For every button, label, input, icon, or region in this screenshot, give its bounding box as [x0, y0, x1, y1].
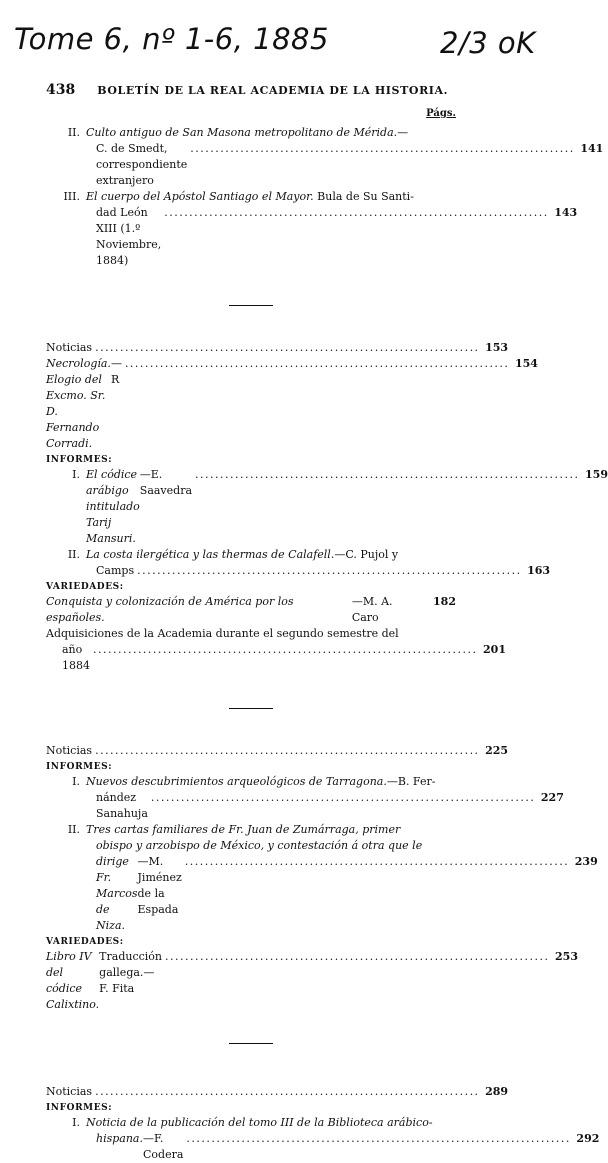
dot-leader: [164, 205, 546, 221]
handwritten-note-left: Tome 6, nº 1-6, 1885: [14, 22, 329, 56]
entry-text: —E. Saavedra: [139, 468, 193, 497]
entry-text: —B. Fer-: [386, 775, 436, 788]
toc-entry: [46, 189, 578, 269]
entry-author: Camps: [96, 564, 135, 577]
toc-entry: [46, 125, 604, 189]
informes-label: INFORMES:: [46, 455, 113, 465]
entry-title: hispana.: [96, 1132, 143, 1145]
entry-author: —M. Jiménez de la Espada: [137, 855, 182, 916]
toc-block-1: [46, 125, 604, 269]
toc-entry: [46, 467, 608, 547]
entry-title: El códice arábigo intitulado Tarij Mansuri.: [86, 468, 140, 545]
dot-leader: [95, 743, 477, 759]
dot-leader: [125, 356, 507, 372]
entry-page: 253: [555, 950, 578, 963]
entry-page: 182: [433, 595, 456, 608]
toc-entry: [46, 626, 506, 674]
entry-text: Adquisiciones de la Academia durante el segundo semestre del: [46, 627, 399, 640]
entry-title: Tres cartas familiares de Fr. Juan de Zumárraga, primer: [86, 823, 401, 836]
toc-block-3: [46, 743, 598, 1013]
entry-number: II.: [67, 823, 80, 836]
entry-page: 201: [483, 643, 506, 656]
dot-leader: [165, 949, 547, 965]
entry-page: 292: [576, 1132, 600, 1145]
entry-page: 239: [574, 855, 598, 868]
entry-text: Bula de Su Santi-: [313, 190, 414, 203]
entry-number: II.: [67, 126, 80, 139]
entry-number: I.: [72, 775, 80, 788]
entry-page: 163: [527, 564, 551, 577]
toc-block-4: [46, 1084, 600, 1163]
running-title: BOLETÍN DE LA REAL ACADEMIA DE LA HISTORIA.: [97, 84, 449, 97]
entry-page: 153: [485, 341, 509, 354]
dot-leader: [185, 854, 567, 870]
entry-text: año 1884: [62, 643, 90, 672]
page-number: 438: [46, 82, 76, 98]
dot-leader: [190, 141, 572, 157]
dot-leader: [186, 1131, 568, 1147]
dot-leader: [151, 790, 533, 806]
entry-title: El cuerpo del Apóstol Santiago el Mayor.: [86, 190, 314, 203]
dot-leader: [95, 340, 477, 356]
entry-title: La costa ilergética y las thermas de Calafell.: [86, 548, 335, 561]
toc-block-2: [46, 340, 608, 674]
dot-leader: [93, 642, 475, 658]
variedades-label: VARIEDADES:: [46, 582, 124, 592]
toc-entry: [46, 547, 551, 579]
entry-title: Nuevos descubrimientos arqueológicos de Tarragona.: [86, 775, 387, 788]
entry-title: Noticia de la publicación del tomo III de la Biblioteca arábico-: [86, 1116, 433, 1129]
dot-leader: [95, 1084, 477, 1100]
entry-page: 159: [585, 468, 608, 481]
variedades-label: VARIEDADES:: [46, 937, 124, 947]
entry-number: III.: [63, 190, 80, 203]
entry-text: —R: [110, 357, 122, 386]
entry-text: Noticias: [46, 341, 93, 354]
entry-title: Conquista y colonización de América por los españoles.: [46, 595, 294, 624]
dot-leader: [195, 467, 577, 483]
entry-title: Culto antiguo de San Masona metropolitano de Mérida.: [86, 126, 398, 139]
entry-page: 225: [485, 744, 509, 757]
entry-page: 141: [580, 142, 604, 155]
dot-leader: [137, 563, 519, 579]
entry-title: Libro IV del códice Calixtino.: [46, 950, 100, 1011]
entry-text: Traducción gallega.—F. Fita: [99, 950, 162, 995]
entry-text: Noticias: [46, 1085, 93, 1098]
entry-page: 227: [540, 791, 564, 804]
entry-page: 154: [514, 357, 538, 370]
entry-text: —C. Pujol y: [334, 548, 399, 561]
running-header: [46, 82, 456, 98]
entry-text: —: [397, 126, 409, 139]
entry-text: Noticias: [46, 744, 93, 757]
handwritten-note-right: 2/3 oK: [440, 26, 536, 60]
entry-number: II.: [67, 548, 80, 561]
informes-label: INFORMES:: [46, 1103, 113, 1113]
entry-author: C. de Smedt, correspondiente extranjero: [96, 142, 188, 187]
pags-column-label: Págs.: [426, 108, 456, 119]
entry-title: Necrología. Elogio del Excmo. Sr. D. Fernando Corradi.: [46, 357, 111, 450]
toc-entry: [46, 822, 598, 934]
entry-author: dad León XIII (1.º Noviembre, 1884): [96, 206, 162, 267]
entry-author: nández Sanahuja: [96, 791, 148, 820]
entry-number: I.: [72, 1116, 80, 1129]
entry-number: I.: [72, 468, 80, 481]
informes-label: INFORMES:: [46, 762, 113, 772]
toc-entry: [46, 774, 564, 822]
entry-page: 289: [485, 1085, 509, 1098]
page-content: [46, 82, 608, 1163]
entry-title: obispo y arzobispo de México, y contestación á otra que le: [96, 839, 423, 852]
entry-title: dirige Fr. Marcos de Niza.: [96, 855, 138, 932]
toc-entry: [46, 1115, 600, 1163]
entry-page: 143: [554, 206, 578, 219]
entry-text: —M. A. Caro: [351, 595, 393, 624]
entry-author: —F. Codera: [143, 1132, 184, 1161]
